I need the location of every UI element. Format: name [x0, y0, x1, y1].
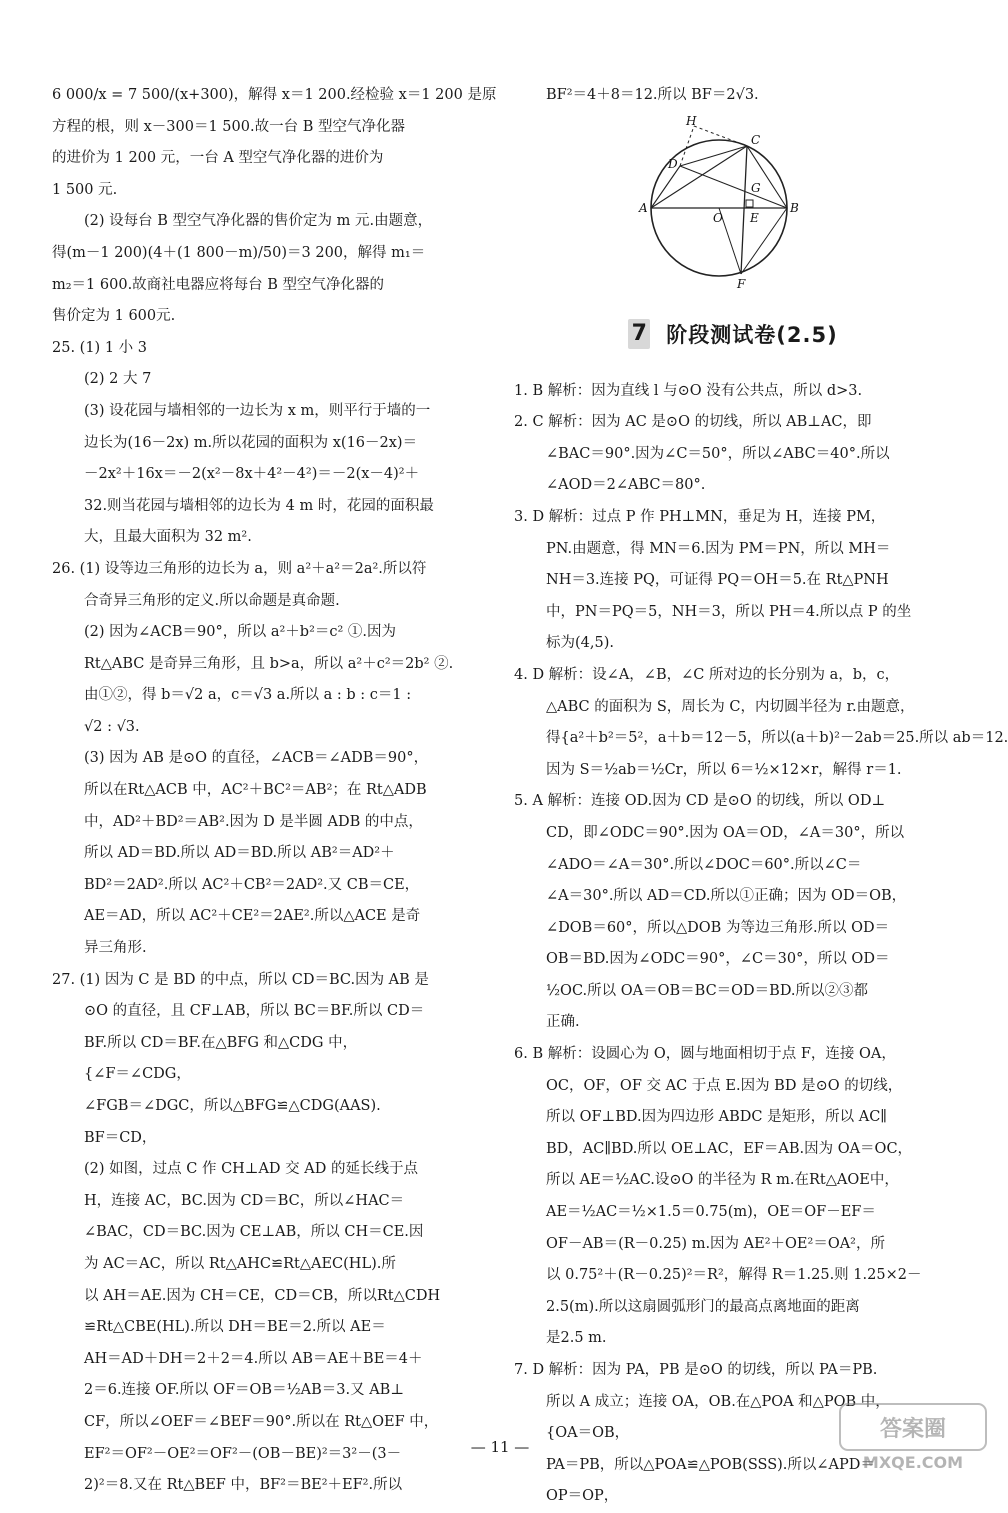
label-o: O — [713, 210, 723, 225]
left-text-line: EF²＝OF²－OE²＝OF²－(OB－BE)²＝3²－(3－ — [84, 1445, 402, 1462]
left-text-line: BF＝CD， — [84, 1129, 157, 1146]
answer-text-line: 得{a²＋b²＝5²，a＋b＝12－5，所以(a＋b)²－2ab＝25.所以 ab＝12. — [546, 730, 1008, 747]
section-number-badge: 7 — [628, 319, 650, 349]
left-text-line: (3) 设花园与墙相邻的一边长为 x m，则平行于墙的一 — [84, 402, 431, 419]
answer-text-line: 3. D 解析：过点 P 作 PH⊥MN，垂足为 H，连接 PM， — [514, 508, 886, 525]
left-text-line: 1 500 元. — [52, 181, 118, 198]
left-text-line: CF，所以∠OEF＝∠BEF＝90°.所以在 Rt△OEF 中， — [84, 1413, 439, 1430]
answer-text-line: ½OC.所以 OA＝OB＝BC＝OD＝BD.所以②③都 — [546, 982, 869, 999]
left-text-line: 中，AD²＋BD²＝AB².因为 D 是半圆 ADB 的中点， — [84, 813, 423, 830]
section-title: 阶段测试卷(2.5) — [666, 322, 838, 347]
page-number: — 11 — — [470, 1438, 530, 1456]
answer-text-line: OC，OF，OF 交 AC 于点 E.因为 BD 是⊙O 的切线， — [546, 1077, 903, 1094]
left-text-line: (2) 如图，过点 C 作 CH⊥AD 交 AD 的延长线于点 — [84, 1161, 418, 1178]
answer-text-line: {OA＝OB， — [546, 1425, 630, 1442]
answer-text-line: ∠DOB＝60°，所以△DOB 为等边三角形.所以 OD＝ — [546, 919, 890, 936]
label-g: G — [751, 180, 761, 195]
answer-text-line: 是2.5 m. — [546, 1330, 607, 1347]
answer-text-line: AE＝½AC＝½×1.5＝0.75(m)，OE＝OF－EF＝ — [546, 1204, 876, 1221]
left-text-line: 方程的根，则 x－300＝1 500.故一台 B 型空气净化器 — [52, 118, 405, 135]
left-text-line: (2) 设每台 B 型空气净化器的售价定为 m 元.由题意， — [84, 213, 433, 230]
section-heading — [514, 302, 952, 366]
answer-text-line: 所以 AE＝½AC.设⊙O 的半径为 R m.在Rt△AOE中， — [546, 1172, 899, 1189]
left-text-line: ∠BAC，CD＝BC.因为 CE⊥AB，所以 CH＝CE.因 — [84, 1224, 424, 1241]
answer-text-line: 6. B 解析：设圆心为 O，圆与地面相切于点 F，连接 OA， — [514, 1046, 896, 1063]
left-text-line: BF.所以 CD＝BF.在△BFG 和△CDG 中， — [84, 1034, 358, 1051]
left-text-line: 以 AH＝AE.因为 CH＝CE，CD＝CB，所以Rt△CDH — [84, 1287, 441, 1304]
answer-text-line: CD，即∠ODC＝90°.因为 OA＝OD，∠A＝30°，所以 — [546, 824, 905, 841]
left-text-line: BD²＝2AD².所以 AC²＋CB²＝2AD².又 CB＝CE， — [84, 876, 420, 893]
left-text-line: 为 AC＝AC，所以 Rt△AHC≌Rt△AEC(HL).所 — [84, 1255, 396, 1272]
left-text-line: 25. (1) 1 小 3 — [52, 339, 147, 356]
answer-text-line: OP＝OP， — [546, 1488, 619, 1505]
chord-cf — [741, 146, 747, 274]
answer-text-line: 因为 S＝½ab＝½Cr，所以 6＝½×12×r，解得 r＝1. — [546, 761, 902, 778]
left-text-line: 所以 AD＝BD.所以 AD＝BD.所以 AB²＝AD²＋ — [84, 845, 395, 862]
answer-text-line: 5. A 解析：连接 OD.因为 CD 是⊙O 的切线，所以 OD⊥ — [514, 793, 886, 810]
answer-text-line: PN.由题意，得 MN＝6.因为 PM＝PN，所以 MH＝ — [546, 540, 891, 557]
left-text-line: AE＝AD，所以 AC²＋CE²＝2AE².所以△ACE 是奇 — [84, 908, 421, 925]
label-b: B — [790, 200, 799, 215]
left-text-line: －2x²＋16x＝－2(x²－8x＋4²－4²)＝－2(x－4)²＋ — [84, 466, 420, 483]
circle-geometry-figure — [634, 113, 804, 292]
svg-text:答案圈: 答案圈 — [879, 1417, 947, 1442]
answer-list — [514, 376, 1008, 1513]
answer-text-line: 以 0.75²＋(R－0.25)²＝R²，解得 R＝1.25.则 1.25×2－ — [546, 1267, 922, 1284]
left-text-line: 27. (1) 因为 C 是 BD 的中点，所以 CD＝BC.因为 AB 是 — [52, 971, 429, 988]
answer-text-line: 标为(4,5). — [546, 635, 614, 652]
answer-text-line: NH＝3.连接 PQ，可证得 PQ＝OH＝5.在 Rt△PNH — [546, 572, 889, 589]
left-text-line: √2 : √3. — [84, 718, 140, 735]
answer-text-line: PA＝PB，所以△POA≌△POB(SSS).所以∠APD＝ — [546, 1456, 875, 1473]
answer-text-line: △ABC 的面积为 S，周长为 C，内切圆半径为 r.由题意， — [546, 698, 915, 715]
left-text-line: 32.则当花园与墙相邻的边长为 4 m 时，花园的面积最 — [84, 497, 434, 514]
left-text-line: ⊙O 的直径，且 CF⊥AB，所以 BC＝BF.所以 CD＝ — [84, 1003, 425, 1020]
label-e: E — [750, 210, 759, 225]
bf-result-line: BF²＝4＋8＝12.所以 BF＝2√3. — [546, 87, 759, 103]
answer-text-line: 1. B 解析：因为直线 l 与⊙O 没有公共点，所以 d>3. — [514, 382, 863, 399]
label-h: H — [686, 113, 697, 128]
answer-text-line: 2. C 解析：因为 AC 是⊙O 的切线，所以 AB⊥AC，即 — [514, 414, 872, 431]
answer-text-line: ∠ADO＝∠A＝30°.所以∠DOC＝60°.所以∠C＝ — [546, 856, 862, 873]
left-text-line: 6 000/x = 7 500/(x+300)，解得 x＝1 200.经检验 x＝1 200 是原 — [52, 87, 497, 103]
label-a: A — [639, 200, 648, 215]
left-text-line: 大，且最大面积为 32 m². — [84, 529, 252, 546]
left-text-line: 2)²＝8.又在 Rt△BEF 中，BF²＝BE²＋EF².所以 — [84, 1477, 403, 1494]
left-text-line: (2) 2 大 7 — [84, 371, 152, 388]
left-text-line: 26. (1) 设等边三角形的边长为 a，则 a²＋a²＝2a².所以符 — [52, 560, 427, 577]
left-text-line: 售价定为 1 600元. — [52, 308, 176, 325]
left-text-line: AH＝AD＋DH＝2＋2＝4.所以 AB＝AE＋BE＝4＋ — [84, 1350, 423, 1367]
label-f: F — [737, 276, 746, 291]
left-text-line: 2＝6.连接 OF.所以 OF＝OB＝½AB＝3.又 AB⊥ — [84, 1382, 404, 1399]
left-text-line: Rt△ABC 是奇异三角形，且 b>a，所以 a²＋c²＝2b² ②. — [84, 655, 454, 672]
answer-text-line: 所以 OF⊥BD.因为四边形 ABDC 是矩形，所以 AC∥ — [546, 1109, 888, 1126]
left-text-line: 合奇异三角形的定义.所以命题是真命题. — [84, 592, 340, 609]
left-column — [52, 80, 497, 1502]
left-text-line: 异三角形. — [84, 940, 147, 957]
left-text-line: (3) 因为 AB 是⊙O 的直径，∠ACB＝∠ADB＝90°， — [84, 750, 429, 767]
left-text-line: H，连接 AC，BC.因为 CD＝BC，所以∠HAC＝ — [84, 1192, 405, 1209]
left-text-line: 由①②，得 b＝√2 a，c＝√3 a.所以 a : b : c＝1 : — [84, 687, 412, 704]
left-text-line: {∠F＝∠CDG， — [84, 1066, 191, 1083]
label-c: C — [751, 132, 761, 147]
answer-text-line: BD，AC∥BD.所以 OE⊥AC，EF＝AB.因为 OA＝OC， — [546, 1140, 913, 1157]
left-text-line: m₂＝1 600.故商社电器应将每台 B 型空气净化器的 — [52, 276, 385, 293]
answer-text-line: 2.5(m).所以这扇圆弧形门的最高点离地面的距离 — [546, 1298, 860, 1315]
answer-text-line: OB＝BD.因为∠ODC＝90°，∠C＝30°，所以 OD＝ — [546, 951, 890, 968]
left-text-line: 的进价为 1 200 元，一台 A 型空气净化器的进价为 — [52, 150, 384, 167]
left-text-line: 得(m－1 200)(4＋(1 800－m)/50)＝3 200，解得 m₁＝ — [52, 244, 426, 261]
left-text-line: (2) 因为∠ACB＝90°，所以 a²＋b²＝c² ①.因为 — [84, 624, 397, 641]
answer-text-line: ∠AOD＝2∠ABC＝80°. — [546, 477, 706, 494]
svg-text:MXQE.COM: MXQE.COM — [862, 1453, 964, 1472]
right-column — [514, 80, 1008, 1513]
answer-text-line: OF－AB＝(R－0.25) m.因为 AE²＋OE²＝OA²，所 — [546, 1235, 885, 1252]
answer-text-line: ∠A＝30°.所以 AD＝CD.所以①正确；因为 OD＝OB， — [546, 888, 907, 905]
answer-text-line: 所以 A 成立；连接 OA，OB.在△POA 和△POB 中， — [546, 1393, 890, 1410]
left-text-line: ≌Rt△CBE(HL).所以 DH＝BE＝2.所以 AE＝ — [84, 1319, 386, 1336]
watermark-logo — [838, 1402, 988, 1474]
answer-text-line: ∠BAC＝90°.因为∠C＝50°，所以∠ABC＝40°.所以 — [546, 445, 890, 462]
left-text-line: 所以在Rt△ACB 中，AC²＋BC²＝AB²；在 Rt△ADB — [84, 782, 427, 799]
left-text-line: ∠FGB＝∠DGC，所以△BFG≌△CDG(AAS). — [84, 1098, 381, 1114]
answer-text-line: 正确. — [546, 1014, 580, 1031]
label-d: D — [668, 156, 678, 171]
answer-text-line: 7. D 解析：因为 PA，PB 是⊙O 的切线，所以 PA＝PB. — [514, 1362, 878, 1378]
answer-text-line: 4. D 解析：设∠A，∠B，∠C 所对边的长分别为 a，b，c， — [514, 666, 900, 683]
left-text-line: 边长为(16－2x) m.所以花园的面积为 x(16－2x)＝ — [84, 434, 418, 451]
answer-text-line: 中，PN＝PQ＝5，NH＝3，所以 PH＝4.所以点 P 的坐 — [546, 603, 912, 620]
